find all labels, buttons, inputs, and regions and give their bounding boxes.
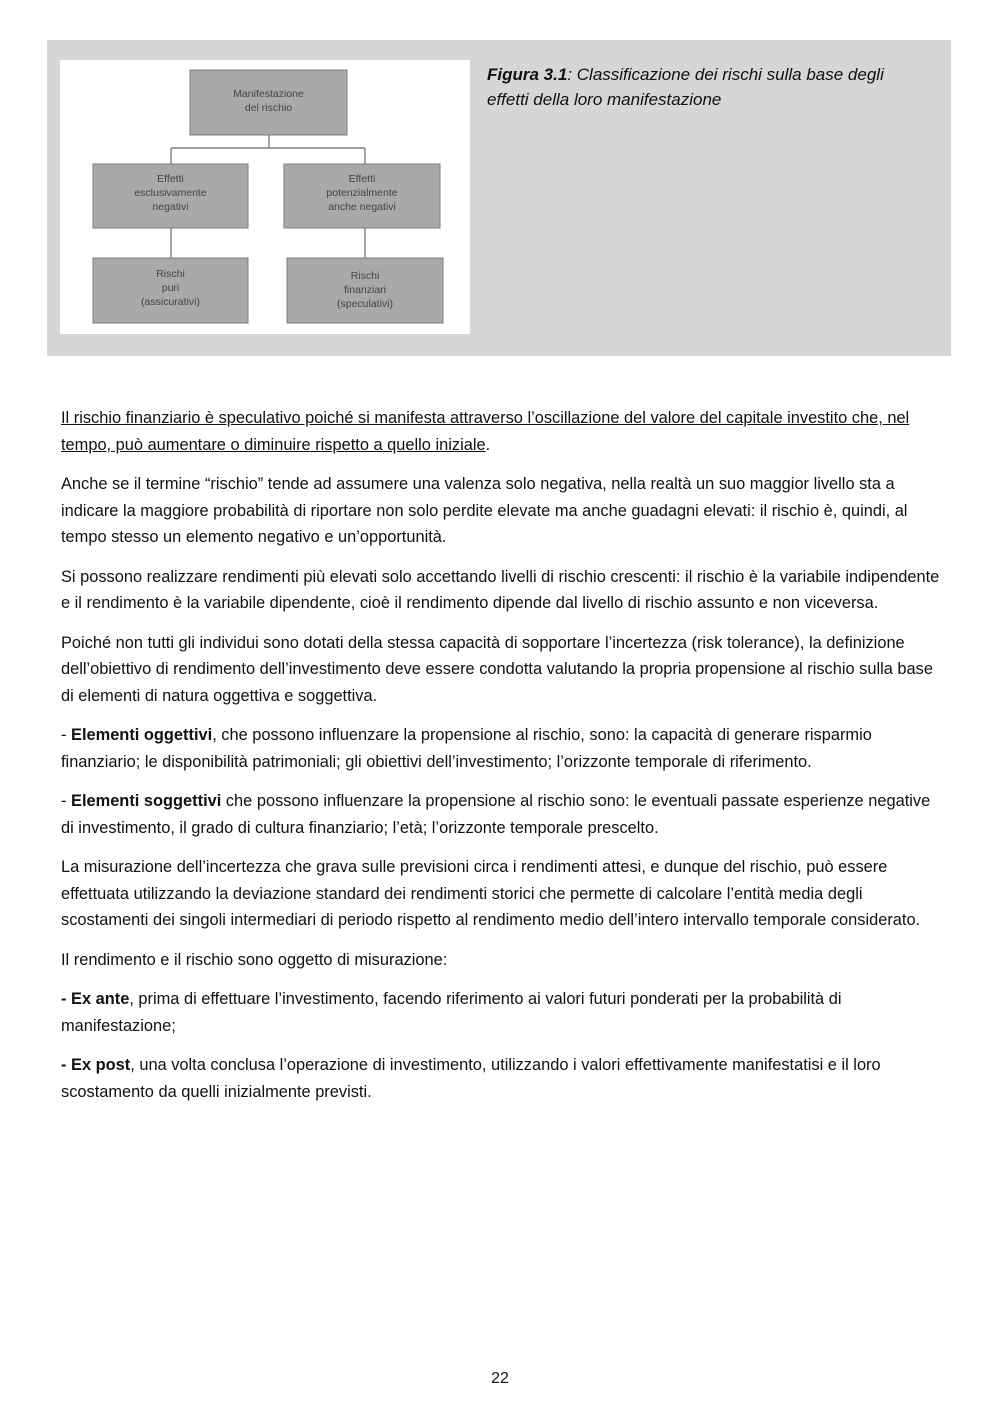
risk-classification-diagram [60, 60, 470, 334]
subjective-elements-text: che possono influenzare la propensione al rischio sono: le eventuali passate esperienze negative di investimento, il grado di cultura finanziario; l’età; l’orizzonte temporale prescelto. [61, 792, 931, 837]
paragraph-objective-elements [61, 722, 941, 775]
paragraph-ex-post [61, 1052, 941, 1105]
bullet-dash: - [61, 726, 72, 744]
node-root [190, 70, 347, 135]
svg-text:del rischio: del rischio [244, 102, 293, 114]
figure-panel [47, 40, 951, 356]
node-pure-risks [93, 258, 248, 323]
svg-text:Rischi: Rischi [156, 268, 185, 280]
figure-caption-text: : Classificazione dei rischi sulla base degli effetti della loro manifestazione [487, 65, 884, 109]
svg-text:esclusivamente: esclusivamente [134, 187, 207, 199]
paragraph-subjective-elements [61, 788, 941, 841]
paragraph-3: Si possono realizzare rendimenti più elevati solo accettando livelli di rischio crescenti: il rischio è la variabile indipendente e il rendimento è la variabile dipendente, cioè il rendimento dipende dal livello di rischio assunto e non viceversa. [61, 567, 940, 612]
svg-text:Effetti: Effetti [157, 173, 184, 185]
objective-elements-text: , che possono influenzare la propensione al rischio, sono: la capacità di generare risparmio finanziario; le disponibilità patrimoniali; gli obiettivi dell’investimento; l’orizzonte temporale di riferimento. [61, 726, 872, 771]
node-effects-potential [284, 164, 440, 228]
bullet-dash: - [61, 792, 72, 810]
node-financial-risks [287, 258, 443, 323]
svg-text:negativi: negativi [152, 201, 189, 213]
paragraph-8: Il rendimento e il rischio sono oggetto di misurazione: [61, 950, 448, 969]
figure-caption [487, 62, 927, 112]
svg-text:anche negativi: anche negativi [328, 201, 396, 213]
ex-post-term: - Ex post [61, 1056, 131, 1074]
svg-text:(speculativi): (speculativi) [336, 298, 394, 310]
svg-text:Effetti: Effetti [348, 173, 376, 185]
svg-text:puri: puri [161, 282, 180, 294]
ex-post-text: , una volta conclusa l’operazione di investimento, utilizzando i valori effettivamente manifestatisi e il loro scostamento da quelli inizialmente previsti. [61, 1056, 881, 1101]
svg-text:potenzialmente: potenzialmente [326, 187, 398, 199]
paragraph-1-end: . [485, 435, 491, 454]
paragraph-1-underlined: Il rischio finanziario è speculativo poiché si manifesta attraverso l’oscillazione del valore del capitale investito che, nel tempo, può aumentare o diminuire rispetto a quello iniziale [61, 409, 910, 454]
paragraph-4: Poiché non tutti gli individui sono dotati della stessa capacità di sopportare l’incertezza (risk tolerance), la definizione dell’obiettivo di rendimento dell’investimento deve essere condotta valutando la propria propensione al rischio sulla base di elementi di natura oggettiva e soggettiva. [61, 633, 933, 705]
paragraph-2: Anche se il termine “rischio” tende ad assumere una valenza solo negativa, nella realtà un suo maggior livello sta a indicare la maggiore probabilità di riportare non solo perdite elevate ma anche guadagni elevati: il rischio è, quindi, al tempo stesso un elemento negativo e un’opportunità. [61, 475, 908, 546]
subjective-elements-term: Elementi soggettivi [71, 792, 222, 810]
paragraph-ex-ante [61, 986, 941, 1039]
paragraph-1 [61, 405, 941, 458]
ex-ante-text: , prima di effettuare l’investimento, facendo riferimento ai valori futuri ponderati per la probabilità di manifestazione; [61, 990, 842, 1035]
svg-text:Manifestazione: Manifestazione [233, 88, 304, 100]
svg-text:Rischi: Rischi [350, 270, 380, 282]
figure-label: Figura 3.1 [487, 65, 568, 84]
ex-ante-term: - Ex ante [61, 990, 130, 1008]
node-effects-negative [93, 164, 248, 228]
body-text [61, 405, 941, 1118]
paragraph-7: La misurazione dell’incertezza che grava sulle previsioni circa i rendimenti attesi, e dunque del rischio, può essere effettuata utilizzando la deviazione standard dei rendimenti storici che permette di calcolare l’entità media degli scostamenti dei singoli intermediari di periodo rispetto al rendimento medio dell’intero intervallo temporale considerato. [61, 858, 921, 929]
page-number: 22 [491, 1370, 509, 1387]
svg-text:(assicurativi): (assicurativi) [141, 296, 200, 308]
svg-text:finanziari: finanziari [343, 284, 387, 296]
objective-elements-term: Elementi oggettivi [71, 726, 213, 744]
